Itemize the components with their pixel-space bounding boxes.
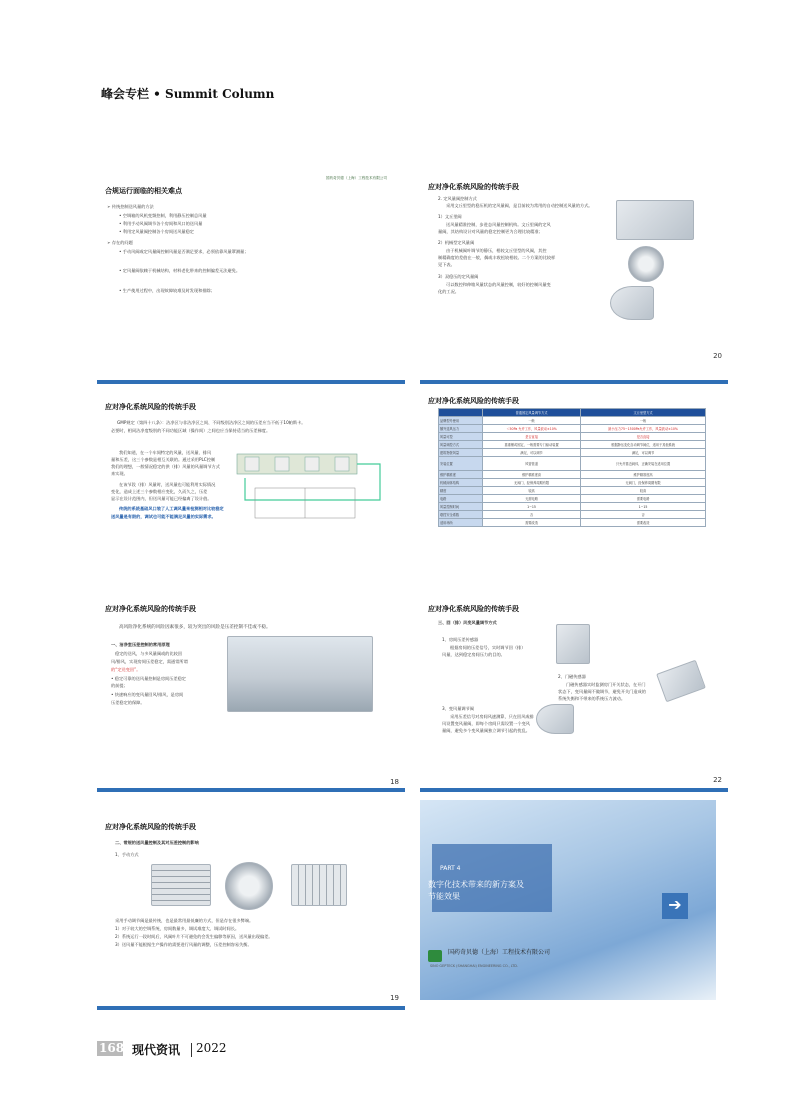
page-number: 18 — [390, 778, 399, 786]
table-cell: 靠重锤或固定，一般需要专门驱动装置 — [483, 441, 581, 449]
section-header: 峰会专栏 • Summit Column — [101, 87, 275, 101]
slide-text: 的前提； — [111, 683, 128, 688]
company-logo: 国药奇贝德（上海）工程技术有限公司 — [325, 176, 387, 180]
issue-year: 2022 — [196, 1041, 227, 1055]
slide-text: 见下表。 — [438, 262, 455, 267]
slide-return-air — [420, 582, 728, 812]
pressure-sensor-image — [556, 624, 590, 664]
table-cell: 最小压力75~1500Pa允许工作，风量波动±10% — [581, 425, 706, 433]
row-label: 额外送风压力 — [439, 425, 483, 433]
table-cell: 根据静压变化自动调节阀位，适用于其他系统 — [581, 441, 706, 449]
table-cell: 满足，可以调节 — [581, 449, 706, 457]
slide-pressure-control — [97, 582, 405, 812]
slide-cav-valve — [420, 170, 728, 400]
slide-text: 风/排风，实现房间压差稳定，需通常所谓 — [111, 659, 188, 664]
slide-bar — [97, 380, 405, 384]
slide-text: 系统失衡和不带来的系统压力波动。 — [558, 696, 626, 701]
slide-text: 门磁传感器实时监测房门开关状态，在开门 — [566, 682, 646, 687]
page-number: 22 — [713, 776, 722, 784]
row-label: 风量可控 — [439, 433, 483, 441]
table-row — [439, 519, 706, 527]
slide-text: • 稳定可靠的送风量控制是房间压差稳定 — [111, 676, 186, 681]
louver-damper-image — [151, 864, 211, 906]
table-cell: 1~15 — [483, 503, 581, 511]
company-name: 国药奇贝德（上海）工程技术有限公司 — [448, 949, 551, 956]
slide-text: 根据房间的压差信号，实时调节回（排） — [450, 645, 526, 650]
slide-text: 量和压差，这三个参数是相互关联的。通过采用PLC控制 — [111, 457, 216, 462]
slide-highlight: 传统的系统基础风口装了人工调风量来检测相对比较稳定 — [119, 506, 224, 511]
page-number: 19 — [390, 994, 399, 1002]
table-row — [439, 471, 706, 479]
row-label: 风量控制时间 — [439, 503, 483, 511]
slide-text: 三、回（排）风变风量调节方式 — [438, 620, 497, 625]
table-row — [439, 441, 706, 449]
table-cell: ＜50Pa 允许工作，风量波动±10% — [483, 425, 581, 433]
table-row — [439, 503, 706, 511]
slide-text: 2、门磁传感器 — [558, 674, 586, 679]
slide-bar — [97, 788, 405, 792]
row-label: 维护精准度 — [439, 471, 483, 479]
table-row — [439, 511, 706, 519]
vav-valve-image — [536, 704, 574, 734]
slide-text: 2. 定风量阀控制方式 — [438, 196, 477, 201]
table-cell: 一般 — [483, 417, 581, 425]
slide-text: • 利用手动风阀调节各个房间和风口的送风量 — [119, 221, 203, 226]
slide-compliance-challenges — [97, 170, 405, 400]
slide-text: ➢ 存在的问题 — [107, 240, 133, 245]
slide-text: • 快速响应的变风量回风/排风，是房间 — [111, 692, 184, 697]
slide-intro: 高风险净化系统的风险因素很多，较为突出的风险是压差控制不佳或不稳。 — [119, 625, 271, 630]
slide-title: 应对净化系统风险的传统手段 — [105, 605, 196, 613]
slide-text: 3）双稳压的定风量阀 — [438, 274, 479, 279]
slide-text: 采用文丘里型的稳压机的定风量阀，是目前较为常用的自动控制送风量的方式。 — [446, 203, 593, 208]
cover-title-line: 节能效果 — [428, 892, 460, 901]
slide-part4-cover — [420, 800, 728, 1030]
divider — [191, 1043, 192, 1057]
table-cell: 只允许靠近阀体，正确安装在适用位置 — [581, 457, 706, 471]
table-cell: 维护精准度高 — [581, 471, 706, 479]
cleanroom-photo — [227, 636, 373, 712]
company-english: SINO GEPTECK (SHANGHAI) ENGINEERING CO., LTD. — [430, 964, 518, 968]
row-label: 精度 — [439, 487, 483, 495]
row-label: 安装位置 — [439, 457, 483, 471]
slide-highlight: 送风量是有限的，调试也可能不能满足风量的实际需求。 — [111, 514, 216, 519]
slide-text: 2）系统运行一段时间后，风阀叶片不可避免的会发生偏移等原因，送风量出现偏差。 — [115, 934, 273, 939]
table-cell: 需要改造 — [483, 519, 581, 527]
slide-text: • 生产使用过程中，出现故障较难及时发现和排除； — [119, 288, 215, 293]
slide-text: 采用压差信号对房间风速测算，只在回风或排 — [450, 714, 534, 719]
arrow-icon: ➔ — [662, 893, 688, 919]
slide-title: 合规运行面临的相关难点 — [105, 187, 182, 195]
slide-text: 送风量精准控制，步进态风量控制机构。文丘里阀的定风 — [446, 222, 551, 227]
row-label: 适用场所 — [439, 519, 483, 527]
slide-text: 3、变风量调节阀 — [442, 706, 474, 711]
table-row — [439, 449, 706, 457]
slide-text: 显示在设计范围内，但送风量可能已经偏离了设计值。 — [111, 496, 212, 501]
slide-bar — [97, 1006, 405, 1010]
slide-text: 化的工况。 — [438, 289, 459, 294]
row-label: 电路 — [439, 495, 483, 503]
slide-text: • 空调箱的风机变频控制，利用静压控制总风量 — [119, 213, 207, 218]
slide-subtitle: 二、常规的送风量控制及其对压差控制的影响 — [115, 840, 199, 845]
slide-text: 变化，造成上述三个参数相应变化，久而久之，压差 — [111, 489, 208, 494]
mechanical-valve-image — [628, 246, 664, 282]
slide-quote: 的“定送变回”。 — [111, 667, 141, 672]
slide-text: 量阀，其结构设计对风量的稳定控制更为合理比较精准； — [438, 229, 543, 234]
slide-text: 1、房间压差传感器 — [442, 637, 479, 642]
table-cell: 1~15 — [581, 503, 706, 511]
table-cell: 较高 — [483, 487, 581, 495]
slide-text: 1、手动方式 — [115, 852, 139, 857]
table-cell: 无阀门，经保养周期有限 — [483, 479, 581, 487]
slide-text: ➢ 传统控制送风量的方法 — [107, 204, 154, 209]
table-cell: 无需电路 — [483, 495, 581, 503]
table-row — [439, 433, 706, 441]
slide-text: 一、洁净室压差控制的常用原理 — [111, 642, 170, 647]
row-label: 联控安全系数 — [439, 511, 483, 519]
table-cell: 满足，可以调节 — [483, 449, 581, 457]
cover-title-line: 数字化技术带来的新方案及 — [428, 880, 524, 889]
page-number: 168 — [99, 1041, 125, 1055]
slide-text: 制精确度的差值在一般，偶或丰收松较相较。二个方案的比较样 — [438, 255, 556, 260]
slide-manual-method — [97, 800, 405, 1030]
table-cell: 需要电路 — [581, 495, 706, 503]
slide-text: 采用手动调节阀是最传统，也是最常用最低廉的方式，但是存在很多弊端。 — [115, 918, 254, 923]
slide-text: 可以数控和伸缩风量状态的风量控制，较好的控制风量变 — [446, 282, 551, 287]
table-cell: 维护精准度高 — [483, 471, 581, 479]
table-row — [439, 417, 706, 425]
table-cell: 否 — [483, 511, 581, 519]
company-logo-icon — [428, 950, 442, 962]
comparison-table — [438, 408, 706, 527]
slide-text: 稳定的送风，与多风量阀或的比较回 — [115, 651, 183, 656]
slide-text: • 定风量阀依赖于机械结构，材料老化带来的控制偏差无法避免。 — [119, 268, 241, 273]
table-cell: 否 — [581, 511, 706, 519]
column-header: 普通固定风量调节方式 — [483, 409, 581, 417]
page-number: 20 — [713, 352, 722, 360]
slide-text: 来实现。 — [111, 471, 128, 476]
table-cell: 需要改造 — [581, 519, 706, 527]
slide-text: 2）机械型定风量阀 — [438, 240, 475, 245]
slide-text: 1）对于较大的空调系统，房间数量多，调试难度大、调试时间长。 — [115, 926, 240, 931]
slide-text: 我们知道，在一个车间特定的风量，送风量、排风 — [119, 450, 212, 455]
venturi-valve-image — [616, 200, 694, 240]
table-row — [439, 457, 706, 471]
table-row — [439, 495, 706, 503]
slide-text: 1）文丘里阀 — [438, 214, 462, 219]
part-label: PART 4 — [440, 865, 461, 872]
table-cell: 风管管道 — [483, 457, 581, 471]
hvac-diagram — [235, 448, 395, 528]
slide-title: 应对净化系统风险的传统手段 — [428, 183, 519, 191]
slide-text: 由于机械阀叶调节的静压，相较文丘里型的风阀，其控 — [446, 248, 547, 253]
slide-title: 应对净化系统风险的传统手段 — [105, 403, 196, 411]
slide-text: • 利用定风量阀控制各个房间送风量稳定 — [119, 229, 194, 234]
table-cell: 较高 — [581, 487, 706, 495]
slide-text: GMP规定（第四十八条）：洁净区与非洁净区之间、不同级别洁净区之间的压差应当不低于10帕斯卡。 — [117, 420, 306, 425]
slide-text: 压差稳定的保障。 — [111, 700, 145, 705]
row-label: 建筑物资风量 — [439, 449, 483, 457]
slide-bar — [420, 380, 728, 384]
slide-title: 应对净化系统风险的传统手段 — [105, 823, 196, 831]
slide-text: 风设置变风量阀，即每个房间只需设置一个变风 — [442, 721, 530, 726]
table-row — [439, 487, 706, 495]
column-header — [439, 409, 483, 417]
slide-bar — [420, 788, 728, 792]
slide-text: 3）送风量不能根据生产操作的需要进行风量的调整，压差控制容易失衡。 — [115, 942, 252, 947]
table-header-row — [439, 409, 706, 417]
table-row — [439, 425, 706, 433]
slide-text: 在该节段（排）风量时，送风量也可能利用实际情况 — [119, 482, 216, 487]
column-header: 文丘里型方式 — [581, 409, 706, 417]
table-row — [439, 479, 706, 487]
butterfly-damper-image — [225, 862, 273, 910]
slide-title: 应对净化系统风险的传统手段 — [428, 397, 519, 405]
table-cell: 一般 — [581, 417, 706, 425]
table-cell: 无阀门，经保养周期有限 — [581, 479, 706, 487]
row-label: 风量调控方式 — [439, 441, 483, 449]
door-sensor-image — [656, 660, 706, 703]
row-label: 品牌型号使用 — [439, 417, 483, 425]
row-label: 机械阀体结构 — [439, 479, 483, 487]
table-cell: 是否直接 — [581, 433, 706, 441]
magazine-name: 现代资讯 — [132, 1043, 181, 1057]
slide-text: 必要时，相同洁净度级别的不同功能区域（操作间）之间也应当保持适当的压差梯度。 — [111, 428, 271, 433]
slide-title: 应对净化系统风险的传统手段 — [428, 605, 519, 613]
dual-valve-image — [610, 286, 654, 320]
slide-text: 风量，达到稳定房间压力的目的。 — [442, 652, 505, 657]
slide-text: 状态下，变风量阀不做调节，避免开关门造成的 — [558, 689, 646, 694]
slide-text: 量阀，避免多个变风量阀独立调节引起的扰乱。 — [442, 728, 530, 733]
slide-text: 我们的理想，一般情况稳定的供（排）风量的风量调节方式 — [111, 464, 220, 469]
slide-text: • 手动风阀或定风量阀控制风量是否满足要求，必须依靠风量罩测量； — [119, 249, 249, 254]
table-cell: 是否直接 — [483, 433, 581, 441]
grille-damper-image — [291, 864, 347, 906]
